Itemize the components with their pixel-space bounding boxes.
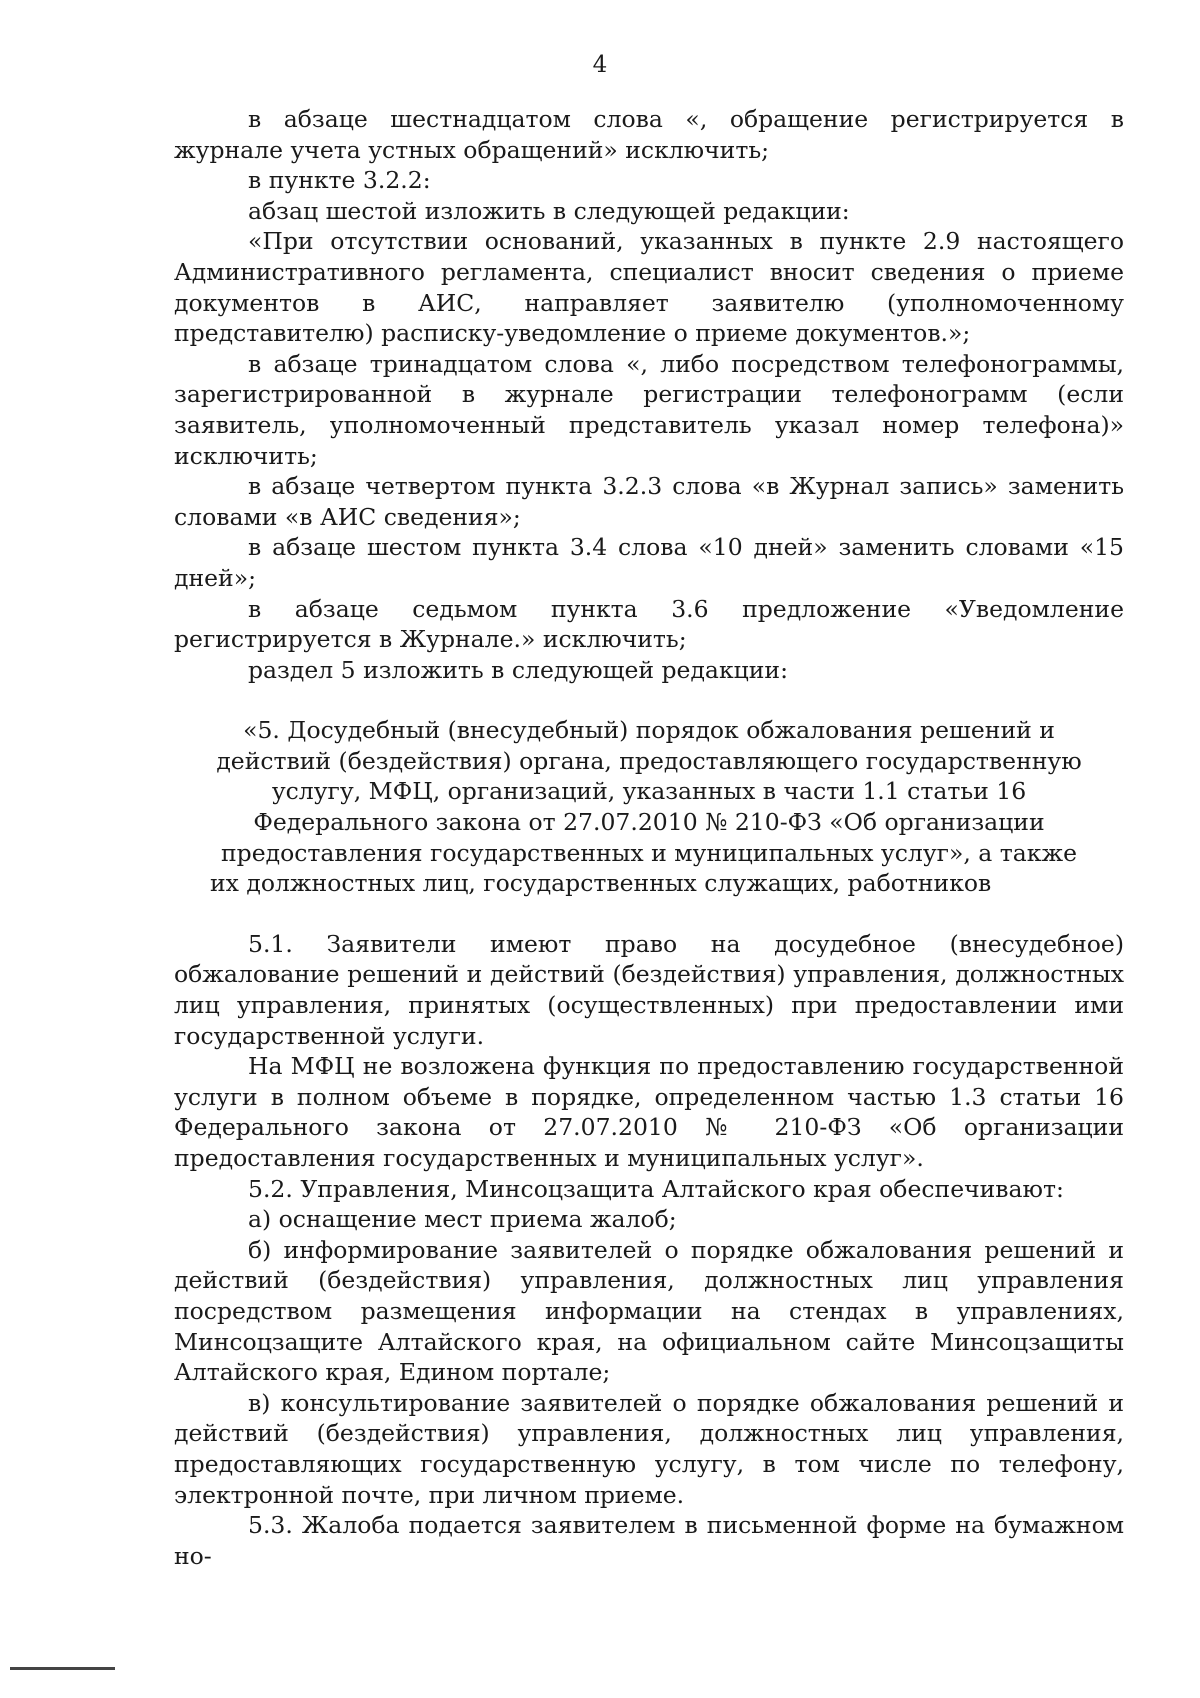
paragraph: а) оснащение мест приема жалоб; — [248, 1205, 677, 1234]
paragraph: б) информирование заявителей о порядке обжалования решений и действий (бездействия) управления, должностных лиц управления посредством размещения информации на стендах в управлениях, Минсоцзащите Алтайского края, на официальном сайте Минсоцзащиты Алтайского края, Едином портале; — [174, 1235, 1124, 1387]
paragraph: «При отсутствии оснований, указанных в пункте 2.9 настоящего Административного регламента, специалист вносит сведения о приеме документов в АИС, направляет заявителю (уполномоченному представителю) расписку-уведомление о приеме документов.»; — [174, 227, 1124, 348]
paragraph: в абзаце седьмом пункта 3.6 предложение «Уведомление регистрируется в Журнале.» исключить; — [174, 594, 1124, 654]
paragraph: в) консультирование заявителей о порядке обжалования решений и действий (бездействия) управления, должностных лиц управления, предоставляющих государственную услугу, в том числе по телефону, электронной почте, при личном приеме. — [174, 1388, 1124, 1509]
section-heading-text: «5. Досудебный (внесудебный) порядок обжалования решений и действий (бездействия) органа, предоставляющего государственную услугу, МФЦ, организаций, указанных в части 1.1 статьи 16 Федерального закона от 27.07.2010 № 210-ФЗ «Об организации предоставления государственных и муниципальных услуг», а также их должностных лиц, государственных служащих, работников — [210, 716, 1082, 898]
page-number: 4 — [592, 52, 608, 78]
paragraph: в абзаце шестнадцатом слова «, обращение регистрируется в журнале учета устных обращений» исключить; — [174, 105, 1124, 164]
paragraph: раздел 5 изложить в следующей редакции: — [248, 655, 788, 684]
paragraph: в абзаце тринадцатом слова «, либо посредством телефонограммы, зарегистрированной в журнале регистрации телефонограмм (если заявитель, уполномоченный представитель указал номер телефона)» исключить; — [174, 349, 1124, 470]
paragraph: в абзаце шестом пункта 3.4 слова «10 дней» заменить словами «15 дней»; — [174, 533, 1124, 592]
paragraph: абзац шестой изложить в следующей редакции: — [248, 196, 850, 225]
footer-rule — [10, 1667, 115, 1670]
document-body — [174, 104, 1124, 1571]
paragraph: в пункте 3.2.2: — [248, 166, 431, 195]
paragraph: 5.2. Управления, Минсоцзащита Алтайского края обеспечивают: — [248, 1174, 1064, 1203]
paragraph: На МФЦ не возложена функция по предоставлению государственной услуги в полном объеме в порядке, определенном частью 1.3 статьи 16 Федерального закона от 27.07.2010 № 210-ФЗ «Об организации предоставления государственных и муниципальных услуг». — [174, 1052, 1124, 1172]
section-heading — [210, 715, 1088, 899]
paragraph: 5.1. Заявители имеют право на досудебное (внесудебное) обжалование решений и действий (бездействия) управления, должностных лиц управления, принятых (осуществленных) при предоставлении ими государственной услуги. — [174, 929, 1124, 1050]
paragraph: в абзаце четвертом пункта 3.2.3 слова «в Журнал запись» заменить словами «в АИС сведения»; — [174, 472, 1124, 531]
paragraph: 5.3. Жалоба подается заявителем в письменной форме на бумажном но- — [174, 1511, 1124, 1570]
